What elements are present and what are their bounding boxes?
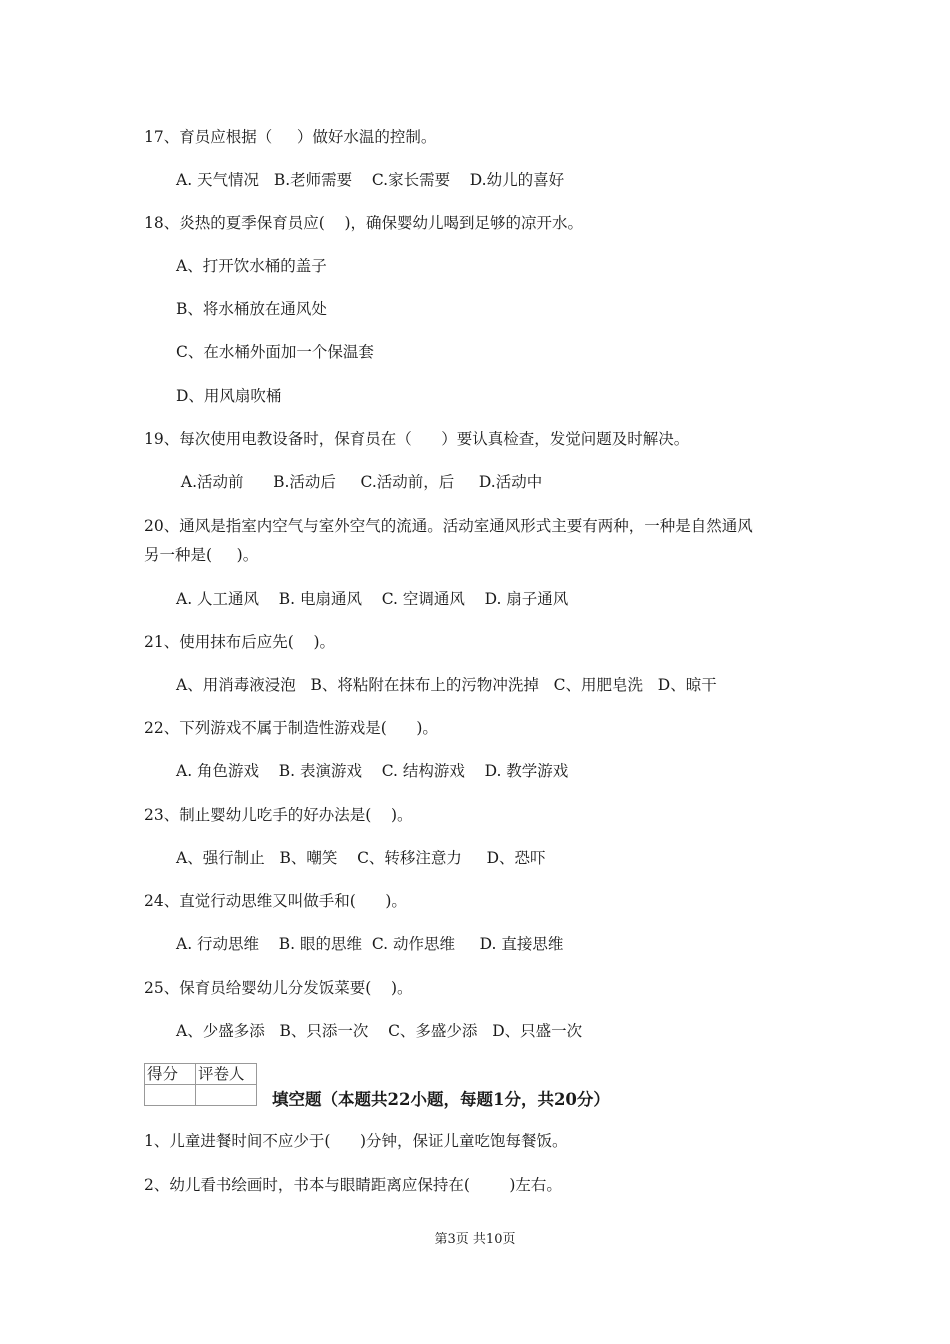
question-23: 23、制止婴幼儿吃手的好办法是( )。 bbox=[144, 806, 413, 824]
question-18-option-c: C、在水桶外面加一个保温套 bbox=[176, 343, 374, 361]
question-17: 17、育员应根据（ ）做好水温的控制。 bbox=[144, 128, 437, 146]
question-19: 19、每次使用电教设备时，保育员在（ ）要认真检查，发觉问题及时解决。 bbox=[144, 430, 690, 448]
question-21-options: A、用消毒液浸泡 B、将粘附在抹布上的污物冲洗掉 C、用肥皂洗 D、晾干 bbox=[176, 676, 717, 694]
score-table bbox=[144, 1063, 257, 1106]
question-24: 24、直觉行动思维又叫做手和( )。 bbox=[144, 892, 407, 910]
score-cell[interactable] bbox=[145, 1085, 196, 1106]
fill-question-2: 2、幼儿看书绘画时，书本与眼睛距离应保持在( )左右。 bbox=[144, 1176, 562, 1194]
grader-header: 评卷人 bbox=[196, 1064, 257, 1085]
question-18-option-d: D、用风扇吹桶 bbox=[176, 387, 282, 405]
question-23-options: A、强行制止 B、嘲笑 C、转移注意力 D、恐吓 bbox=[176, 849, 546, 867]
question-20: 20、通风是指室内空气与室外空气的流通。活动室通风形式主要有两种，一种是自然通风 bbox=[144, 517, 753, 535]
question-18: 18、炎热的夏季保育员应( )，确保婴幼儿喝到足够的凉开水。 bbox=[144, 214, 584, 232]
grader-cell[interactable] bbox=[196, 1085, 257, 1106]
question-20-cont: 另一种是( )。 bbox=[144, 546, 259, 564]
question-17-options: A. 天气情况 B.老师需要 C.家长需要 D.幼儿的喜好 bbox=[176, 171, 565, 189]
question-21: 21、使用抹布后应先( )。 bbox=[144, 633, 336, 651]
question-22: 22、下列游戏不属于制造性游戏是( )。 bbox=[144, 719, 438, 737]
question-20-options: A. 人工通风 B. 电扇通风 C. 空调通风 D. 扇子通风 bbox=[176, 590, 569, 608]
question-25-options: A、少盛多添 B、只添一次 C、多盛少添 D、只盛一次 bbox=[176, 1022, 583, 1040]
question-19-options: A.活动前 B.活动后 C.活动前，后 D.活动中 bbox=[176, 473, 543, 491]
question-18-option-a: A、打开饮水桶的盖子 bbox=[176, 257, 327, 275]
question-24-options: A. 行动思维 B. 眼的思维 C. 动作思维 D. 直接思维 bbox=[176, 935, 564, 953]
question-18-option-b: B、将水桶放在通风处 bbox=[176, 300, 327, 318]
fill-question-1: 1、儿童进餐时间不应少于( )分钟，保证儿童吃饱每餐饭。 bbox=[144, 1132, 568, 1150]
question-25: 25、保育员给婴幼儿分发饭菜要( )。 bbox=[144, 979, 413, 997]
page-footer: 第3页 共10页 bbox=[434, 1232, 516, 1247]
question-22-options: A. 角色游戏 B. 表演游戏 C. 结构游戏 D. 教学游戏 bbox=[176, 762, 569, 780]
score-header: 得分 bbox=[145, 1064, 196, 1085]
section-title: 填空题（本题共22小题，每题1分，共20分） bbox=[272, 1090, 610, 1109]
